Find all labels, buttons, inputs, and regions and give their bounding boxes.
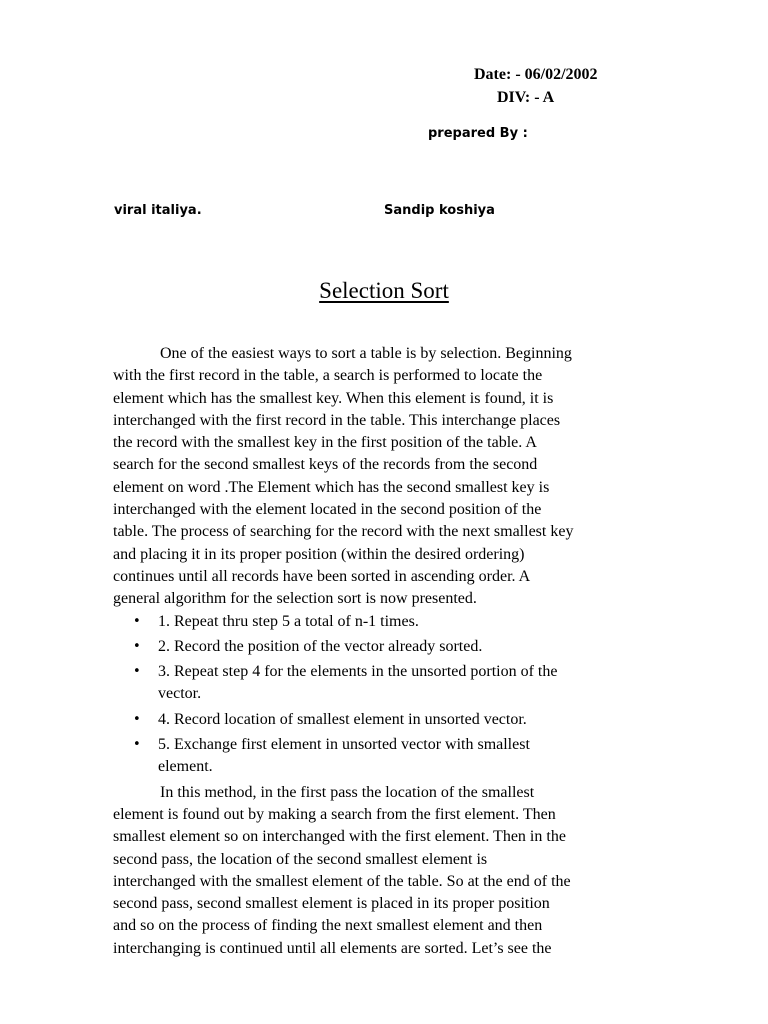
step-text: element. xyxy=(158,758,213,776)
bullet-icon: • xyxy=(133,638,141,654)
paragraph-line: interchanged with the smallest element of the table. So at the end of the xyxy=(113,872,571,890)
method-paragraph xyxy=(113,782,659,960)
paragraph-line: search for the second smallest keys of the records from the second xyxy=(113,456,538,474)
bullet-icon: • xyxy=(133,664,141,680)
paragraph-line: second pass, the location of the second smallest element is xyxy=(113,850,488,868)
paragraph-line: One of the easiest ways to sort a table is by selection. Beginning xyxy=(160,345,572,362)
author-name: Sandip koshiya xyxy=(384,203,495,218)
step-text: 1. Repeat thru step 5 a total of n-1 times. xyxy=(158,612,419,630)
paragraph-line: and so on the process of finding the next smallest element and then xyxy=(113,917,543,935)
algorithm-step xyxy=(113,636,659,658)
document-body xyxy=(113,343,659,960)
paragraph-line: general algorithm for the selection sort is now presented. xyxy=(113,590,477,608)
bullet-icon: • xyxy=(133,737,141,753)
algorithm-step xyxy=(113,661,659,706)
paragraph-line: interchanging is continued until all elements are sorted. Let’s see the xyxy=(113,939,552,957)
paragraph-line: interchanged with the first record in the table. This interchange places xyxy=(113,411,561,429)
paragraph-line: In this method, in the first pass the location of the smallest xyxy=(160,783,535,801)
paragraph-line: element on word .The Element which has the second smallest key is xyxy=(113,478,550,496)
paragraph-line: table. The process of searching for the record with the next smallest key xyxy=(113,523,574,541)
algorithm-step xyxy=(113,734,659,779)
paragraph-line: continues until all records have been sorted in ascending order. A xyxy=(113,567,531,585)
document-title: Selection Sort xyxy=(319,278,449,303)
header-date: Date: - 06/02/2002 xyxy=(474,66,598,83)
paragraph-line: smallest element so on interchanged with the first element. Then in the xyxy=(113,828,566,846)
paragraph-line: element is found out by making a search from the first element. Then xyxy=(113,805,556,823)
step-text: vector. xyxy=(158,685,202,703)
paragraph-line: interchanged with the element located in the second position of the xyxy=(113,501,542,519)
paragraph-line: the record with the smallest key in the first position of the table. A xyxy=(113,434,537,452)
step-text: 3. Repeat step 4 for the elements in the unsorted portion of the xyxy=(158,663,558,681)
algorithm-step xyxy=(113,611,659,633)
step-text: 2. Record the position of the vector already sorted. xyxy=(158,637,483,655)
paragraph-line: and placing it in its proper position (within the desired ordering) xyxy=(113,545,525,563)
prepared-by-label: prepared By : xyxy=(428,126,528,141)
paragraph-line: element which has the smallest key. When this element is found, it is xyxy=(113,389,554,407)
intro-paragraph xyxy=(113,343,659,611)
step-text: 5. Exchange first element in unsorted vector with smallest xyxy=(158,736,530,754)
author-name: viral italiya. xyxy=(114,203,202,218)
step-text: 4. Record location of smallest element in unsorted vector. xyxy=(158,710,527,728)
algorithm-steps-list xyxy=(113,611,659,779)
bullet-icon: • xyxy=(133,711,141,727)
bullet-icon: • xyxy=(133,613,141,629)
header-division: DIV: - A xyxy=(497,89,555,106)
paragraph-line: second pass, second smallest element is placed in its proper position xyxy=(113,895,550,913)
paragraph-line: with the first record in the table, a search is performed to locate the xyxy=(113,367,543,385)
algorithm-step xyxy=(113,709,659,731)
